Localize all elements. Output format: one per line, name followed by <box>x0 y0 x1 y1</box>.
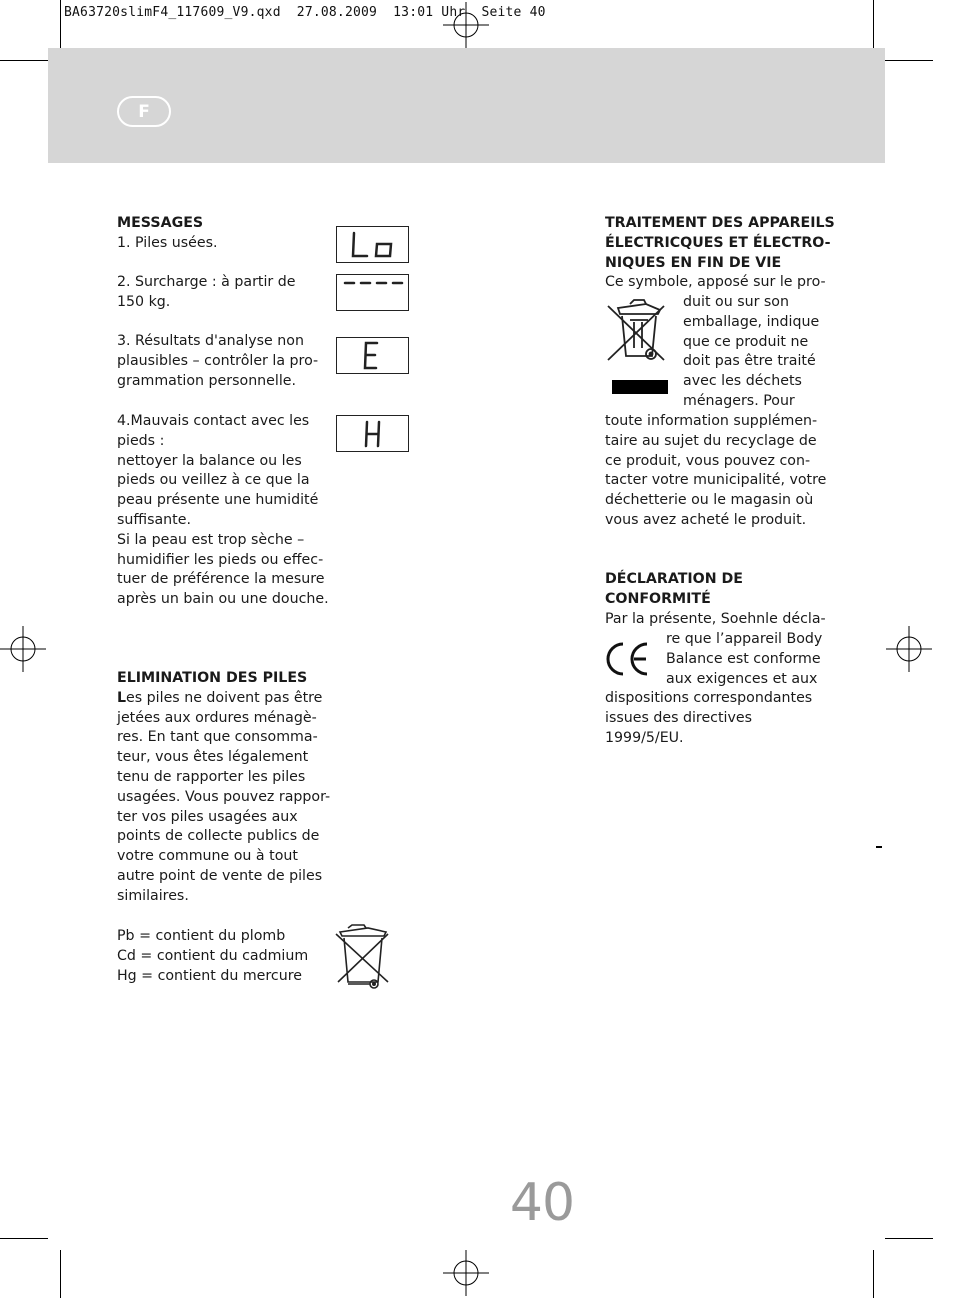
conformity-heading-line: CONFORMITÉ <box>605 590 711 607</box>
lcd-display-lo <box>336 226 409 263</box>
drop-letter: L <box>117 689 127 706</box>
weee-heading-line: NIQUES EN FIN DE VIE <box>605 254 782 271</box>
conformity-line: re que l’appareil Body <box>666 631 823 647</box>
weee-beside-text <box>683 293 843 412</box>
lcd-dashes-glyph <box>337 275 410 312</box>
crop-mark <box>873 1250 874 1298</box>
registration-mark-right <box>886 626 932 672</box>
weee-line: avec les déchets <box>683 373 802 390</box>
weee-heading-line: ÉLECTRICQUES ET ÉLECTRO- <box>605 234 831 251</box>
message-line: peau présente une humidité <box>117 492 319 509</box>
message-line: pieds : <box>117 432 165 449</box>
message-line: humidifier les pieds ou effec- <box>117 551 324 568</box>
crop-mark <box>60 0 61 48</box>
weee-line: tacter votre municipalité, votre <box>605 472 827 489</box>
weee-line: vous avez acheté le produit. <box>605 511 807 528</box>
conformity-line: 1999/5/EU. <box>605 729 684 746</box>
batteries-first-line <box>117 689 332 709</box>
batteries-line: tenu de rapporter les piles <box>117 768 306 785</box>
message-line: 2. Surcharge : à partir de <box>117 274 296 290</box>
message-line: plausibles – contrôler la pro- <box>117 352 319 369</box>
messages-heading: MESSAGES <box>117 215 204 231</box>
conformity-line: aux exigences et aux <box>666 670 818 687</box>
batteries-line: res. En tant que consomma- <box>117 729 318 746</box>
batteries-line: jetées aux ordures ménagè- <box>117 709 317 726</box>
message-line: après un bain ou une douche. <box>117 591 329 608</box>
weee-line: ménagers. Pour <box>683 392 795 409</box>
message-item-3 <box>117 332 332 391</box>
message-line: 4.Mauvais contact avec les <box>117 413 310 429</box>
conformity-after-text <box>605 689 840 748</box>
batteries-line: autre point de vente de piles <box>117 867 323 884</box>
crop-mark <box>885 60 933 61</box>
chemical-line: Pb = contient du plomb <box>117 928 286 944</box>
weee-line: emballage, indique <box>683 313 820 330</box>
weee-line: que ce produit ne <box>683 333 809 350</box>
weee-section <box>605 214 835 293</box>
batteries-section <box>117 669 332 907</box>
weee-line: duit ou sur son <box>683 294 789 310</box>
crop-mark <box>873 0 874 48</box>
weee-crossed-bin-icon <box>604 296 670 396</box>
slug-file: BA63720slimF4_117609_V9.qxd <box>64 5 281 20</box>
conformity-intro-line: Par la présente, Soehnle décla- <box>605 610 826 627</box>
chemical-line: Cd = contient du cadmium <box>117 947 309 964</box>
chemical-line: Hg = contient du mercure <box>117 967 302 984</box>
message-item-4 <box>117 412 332 610</box>
lcd-display-e <box>336 337 409 374</box>
batteries-line: similaires. <box>117 887 189 904</box>
conformity-section <box>605 570 835 629</box>
slug-page-ref: Seite 40 <box>481 5 546 20</box>
conformity-line: Balance est conforme <box>666 650 821 667</box>
batteries-line: votre commune ou à tout <box>117 848 298 865</box>
batteries-heading: ELIMINATION DES PILES <box>117 670 308 686</box>
registration-mark-left <box>0 626 46 672</box>
weee-line: déchetterie ou le magasin où <box>605 492 814 509</box>
conformity-line: dispositions correspondantes <box>605 690 813 706</box>
lcd-display-dashes <box>336 274 409 311</box>
crop-mark <box>60 1250 61 1298</box>
message-line: pieds ou veillez à ce que la <box>117 472 310 489</box>
weee-line: taire au sujet du recyclage de <box>605 432 817 449</box>
conformity-heading-line: DÉCLARATION DE <box>605 571 744 587</box>
batteries-line: points de collecte publics de <box>117 828 320 845</box>
batteries-line: es piles ne doivent pas être <box>126 689 323 706</box>
weee-line: toute information supplémen- <box>605 413 818 429</box>
registration-mark-bottom <box>443 1250 489 1296</box>
weee-heading-line: TRAITEMENT DES APPAREILS <box>605 215 835 231</box>
message-line: suffisante. <box>117 511 191 528</box>
message-line: tuer de préférence la mesure <box>117 571 325 588</box>
message-line: grammation personnelle. <box>117 372 297 389</box>
crop-mark <box>0 60 48 61</box>
messages-section <box>117 214 332 254</box>
crossed-bin-battery-icon <box>334 922 392 992</box>
lcd-display-h <box>336 415 409 452</box>
message-line: Si la peau est trop sèche – <box>117 531 305 548</box>
lcd-lo-glyph <box>337 227 410 264</box>
message-line: nettoyer la balance ou les <box>117 452 302 469</box>
page-number: 40 <box>509 1173 575 1233</box>
ce-mark-icon <box>602 640 652 678</box>
message-item-2 <box>117 273 332 313</box>
message-line: 150 kg. <box>117 293 171 310</box>
weee-line: doit pas être traité <box>683 353 816 370</box>
batteries-line: teur, vous êtes légalement <box>117 749 309 766</box>
weee-line: ce produit, vous pouvez con- <box>605 452 811 469</box>
lcd-h-glyph <box>337 416 410 453</box>
registration-mark-top <box>443 2 489 48</box>
batteries-line: usagées. Vous pouvez rappor- <box>117 788 331 805</box>
crop-mark <box>0 1238 48 1239</box>
weee-after-text <box>605 412 840 531</box>
slug-date: 27.08.2009 <box>296 5 378 20</box>
lcd-e-glyph <box>337 338 410 375</box>
chemical-list <box>117 927 332 986</box>
header-band <box>48 48 885 163</box>
margin-dash <box>876 846 882 848</box>
slug-time: 13:01 Uhr <box>393 5 466 20</box>
batteries-line: ter vos piles usagées aux <box>117 808 298 825</box>
message-line: 3. Résultats d'analyse non <box>117 333 304 349</box>
conformity-beside-text <box>666 630 841 689</box>
language-badge: F <box>117 96 171 127</box>
weee-intro-line: Ce symbole, apposé sur le pro- <box>605 274 826 291</box>
conformity-line: issues des directives <box>605 709 753 726</box>
message-item-1: 1. Piles usées. <box>117 234 218 251</box>
crop-mark <box>885 1238 933 1239</box>
